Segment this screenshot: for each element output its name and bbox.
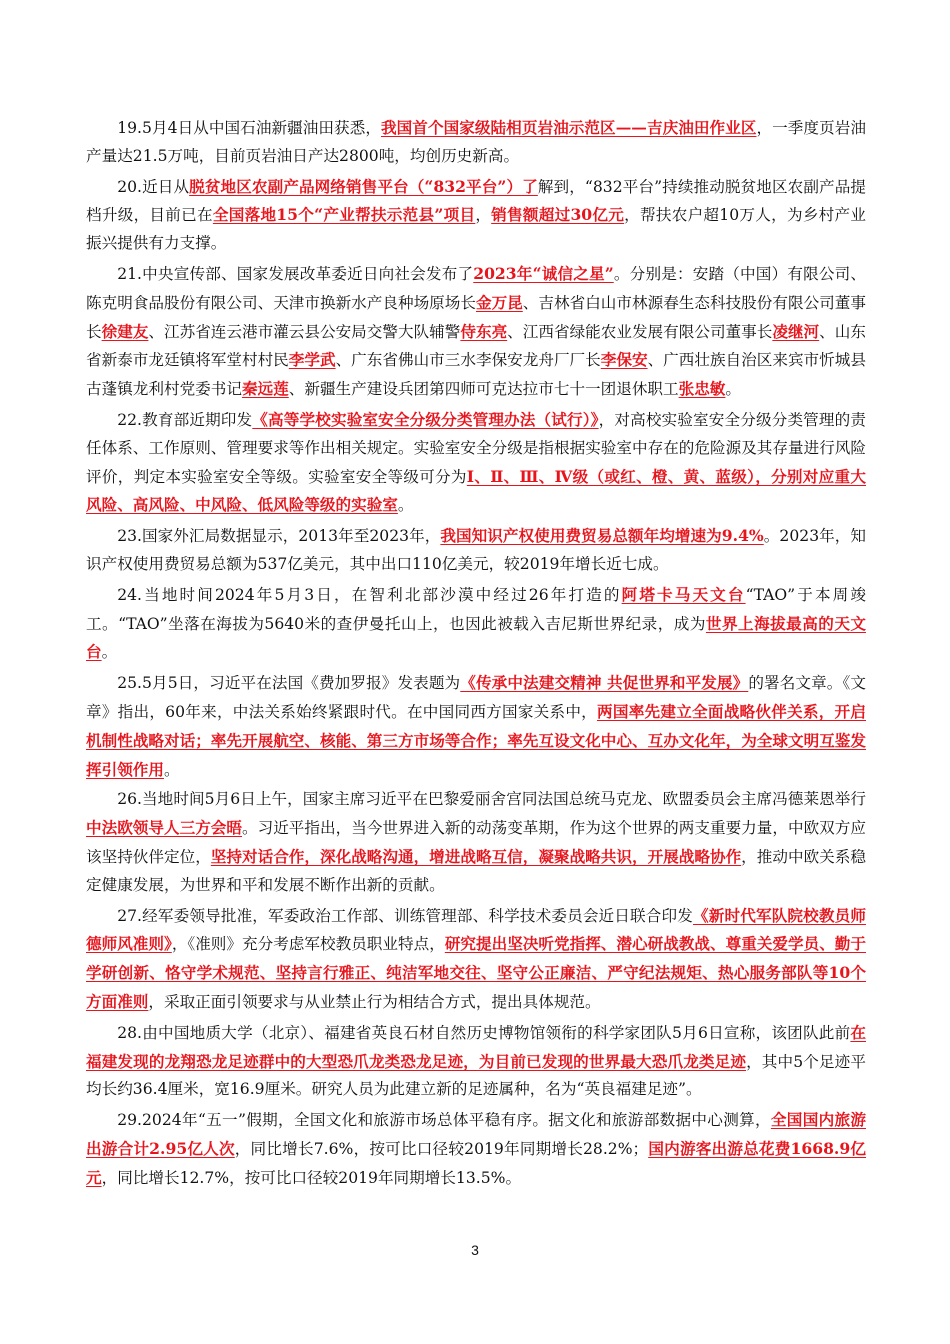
highlighted-text: 徐建友 [101, 321, 149, 341]
body-text: ，同比增长12.7%，按可比口径较2019年同期增长13.5%。 [101, 1168, 522, 1187]
body-text: 29.2024年“五一”假期，全国文化和旅游市场总体平稳有序。据文化和旅游部数据中心测算， [117, 1111, 771, 1130]
body-text: 、江西省绿能农业发展有限公司董事长 [507, 322, 773, 341]
news-item-p24 [86, 581, 866, 667]
body-text: 、吉林省白山市林源春生态科技股份有限公司董事长 [86, 293, 866, 341]
body-text: 。 [101, 643, 118, 662]
highlighted-text: 阿塔卡马天文台 [621, 584, 746, 604]
body-text: ， [475, 206, 492, 225]
body-text: ，《准则》充分考虑军校教员职业特点， [171, 935, 445, 954]
body-text: 25.5月5日，习近平在法国《费加罗报》发表题为 [117, 674, 461, 693]
body-text: ，其中5个足迹平均长约36.4厘米，宽16.9厘米。研究人员为此建立新的足迹属种，名为“英良福建足迹”。 [86, 1052, 866, 1099]
body-text: 、广东省佛山市三水李保安龙舟厂厂长 [335, 351, 601, 370]
body-text: 21.中央宣传部、国家发展改革委近日向社会发布了 [117, 264, 474, 283]
highlighted-text: 全国落地15个“产业帮扶示范县”项目 [212, 205, 476, 225]
news-item-p22 [86, 406, 866, 520]
body-text: 、新疆生产建设兵团第四师可克达拉市七十一团退休职工 [288, 380, 679, 399]
news-item-p28 [86, 1019, 866, 1104]
body-text: 的署名文章。《文章》指出，60年来，中法关系始终紧跟时代。在中国同西方国家关系中， [86, 674, 866, 721]
news-item-p19 [86, 114, 866, 171]
highlighted-text: 两国率先建立全面战略伙伴关系，开启机制性战略对话；率先开展航空、核能、第三方市场等合作；率先互设文化中心、互办文化年，为全球文明互鉴发挥引领作用 [86, 701, 866, 779]
highlighted-text: 张忠敏 [678, 379, 726, 399]
highlighted-text: 凌继河 [772, 321, 820, 341]
highlighted-text: 中法欧领导人三方会晤 [86, 818, 242, 838]
body-text: 。 [725, 380, 742, 399]
highlighted-text: 秦远莲 [241, 379, 289, 399]
highlighted-text: 金万昆 [475, 292, 523, 312]
body-text: ，一季度页岩油产量达21.5万吨，目前页岩油日产达2800吨，均创历史新高。 [86, 119, 866, 165]
highlighted-text: 李保安 [600, 350, 648, 370]
news-item-p23 [86, 522, 866, 579]
highlighted-text: 国内游客出游总花费1668.9亿元 [86, 1138, 867, 1187]
body-text: 、江苏省连云港市灌云县公安局交警大队辅警 [148, 322, 461, 341]
body-text: 27.经军委领导批准，军委政治工作部、训练管理部、科学技术委员会近日联合印发 [117, 906, 693, 925]
highlighted-text: 《传承中法建交精神 共促世界和平发展》 [460, 673, 749, 693]
page-number: 3 [471, 1242, 479, 1258]
body-text: ，推动中欧关系稳定健康发展，为世界和平和发展不断作出新的贡献。 [86, 847, 866, 894]
body-text: 。习近平指出，当今世界进入新的动荡变革期，作为这个世界的两支重要力量，中欧双方应该坚持伙伴定位， [86, 819, 866, 866]
highlighted-text: 我国知识产权使用费贸易总额年均增速为9.4% [440, 526, 764, 546]
body-text: 23.国家外汇局数据显示，2013年至2023年， [117, 527, 441, 546]
news-item-p21 [86, 260, 866, 404]
news-item-p25 [86, 669, 866, 784]
highlighted-text: 销售额超过30亿元 [491, 205, 625, 225]
highlighted-text: 2023年“诚信之星” [473, 263, 614, 283]
body-text: 解到，“832平台”持续推动脱贫地区农副产品提档升级，目前已在 [86, 177, 866, 225]
body-text: ，对高校实验室安全分级分类管理的责任体系、工作原则、管理要求等作出相关规定。实验室安全分级是指根据实验室中存在的危险源及其存量进行风险评价，判定本实验室安全等级。实验室安全等级可分为 [86, 410, 866, 486]
body-text: ，采取正面引领要求与从业禁止行为相结合方式，提出具体规范。 [148, 992, 601, 1011]
highlighted-text: 《新时代军队院校教员师德师风准则》 [86, 905, 866, 954]
highlighted-text: 研究提出坚决听党指挥、潜心研战教战、尊重关爱学员、勤于学研创新、恪守学术规范、坚持言行雅正、纯洁军地交往、坚守公正廉洁、严守纪法规矩、热心服务部队等10个方面准则 [86, 934, 866, 1011]
body-text: 19.5月4日从中国石油新疆油田获悉， [117, 119, 381, 137]
body-text: 。 [397, 496, 414, 515]
body-text: ，同比增长7.6%，按可比口径较2019年同期增长28.2%； [234, 1139, 649, 1158]
body-text: 、广西壮族自治区来宾市忻城县古蓬镇龙利村党委书记 [86, 351, 866, 399]
body-text: 。 [163, 760, 180, 779]
body-text: 。2023年，知识产权使用费贸易总额为537亿美元，其中出口110亿美元，较2019年增长近七成。 [86, 527, 867, 573]
highlighted-text: 在福建发现的龙翔恐龙足迹群中的大型恐爪龙类恐龙足迹，为目前已发现的世界最大恐爪龙类足迹 [86, 1022, 866, 1071]
body-text: ，帮扶农户超10万人，为乡村产业振兴提供有力支撑。 [86, 206, 866, 253]
news-item-p20 [86, 173, 866, 258]
highlighted-text: 坚持对话合作，深化战略沟通，增进战略互信，凝聚战略共识，开展战略协作 [210, 846, 742, 866]
news-item-p27 [86, 902, 866, 1017]
highlighted-text: 侍东亮 [460, 321, 508, 341]
body-text: 26.当地时间5月6日上午，国家主席习近平在巴黎爱丽舍宫同法国总统马克龙、欧盟委员会主席冯德莱恩举行 [117, 790, 866, 809]
body-text: 28.由中国地质大学（北京）、福建省英良石材自然历史博物馆领衔的科学家团队5月6日宣称，该团队此前 [117, 1023, 851, 1042]
highlighted-text: 我国首个国家级陆相页岩油示范区——吉庆油田作业区 [381, 118, 757, 137]
news-list [86, 114, 866, 1194]
body-text: 24.当地时间2024年5月3日，在智利北部沙漠中经过26年打造的 [117, 585, 622, 604]
body-text: “TAO”于本周竣工。“TAO”坐落在海拔为5640米的查伊曼托山上，也因此被载入吉尼斯世界纪录，成为 [86, 585, 866, 633]
highlighted-text: Ⅰ、Ⅱ、Ⅲ、Ⅳ级（或红、橙、黄、蓝级），分别对应重大风险、高风险、中风险、低风险等级的实验室 [86, 466, 866, 515]
highlighted-text: 李学武 [288, 350, 336, 370]
body-text: 、山东省新泰市龙廷镇将军堂村村民 [86, 322, 866, 370]
news-item-p29 [86, 1106, 866, 1192]
body-text: 22.教育部近期印发 [117, 410, 253, 429]
highlighted-text: 世界上海拔最高的天文台 [86, 613, 866, 662]
body-text: 20.近日从 [117, 177, 190, 196]
highlighted-text: 全国国内旅游出游合计2.95亿人次 [86, 1110, 866, 1158]
body-text: 。分别是：安踏（中国）有限公司、陈克明食品股份有限公司、天津市换新水产良种场原场长 [86, 264, 866, 312]
news-item-p26 [86, 786, 866, 899]
highlighted-text: 脱贫地区农副产品网络销售平台（“832平台”）了 [189, 176, 538, 196]
highlighted-text: 《高等学校实验室安全分级分类管理办法（试行）》 [252, 409, 599, 429]
